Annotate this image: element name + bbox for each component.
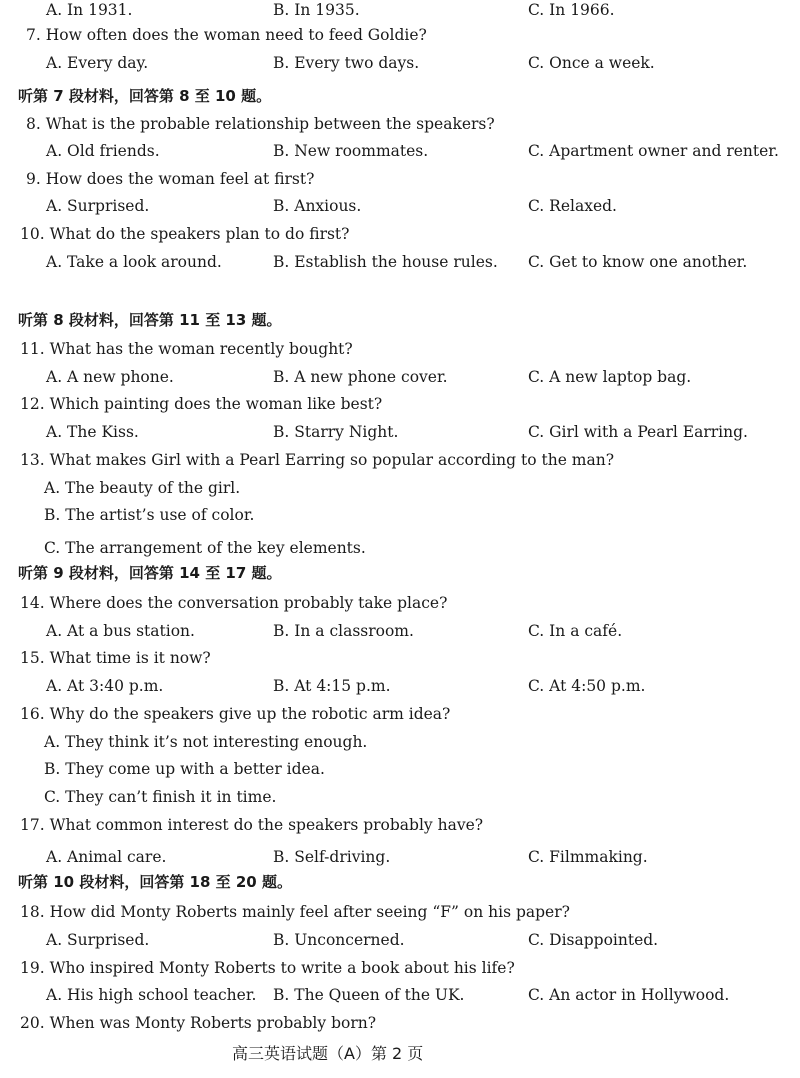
question-text: 15. What time is it now? (20, 649, 211, 667)
option-c: C. Filmmaking. (528, 848, 648, 866)
option-b: B. Self-driving. (273, 848, 391, 866)
option-b: B. Every two days. (273, 54, 420, 72)
question-text: 16. Why do the speakers give up the robotic arm idea? (20, 705, 451, 723)
option-line: C. The arrangement of the key elements. (44, 539, 366, 557)
option-c: C. Apartment owner and renter. (528, 142, 779, 160)
option-c: C. Relaxed. (528, 197, 617, 215)
option-b: B. Unconcerned. (273, 931, 405, 949)
option-b: B. In 1935. (273, 1, 360, 19)
option-b: B. The Queen of the UK. (273, 986, 465, 1004)
option-a: A. Old friends. (46, 142, 160, 160)
option-a: A. Surprised. (46, 931, 150, 949)
question-text: 20. When was Monty Roberts probably born? (20, 1014, 377, 1032)
option-c: C. An actor in Hollywood. (528, 986, 730, 1004)
option-line: B. They come up with a better idea. (44, 760, 325, 778)
option-b: B. Establish the house rules. (273, 253, 498, 271)
option-a: A. Surprised. (46, 197, 150, 215)
question-text: 12. Which painting does the woman like best? (20, 395, 383, 413)
option-b: B. At 4:15 p.m. (273, 677, 391, 695)
option-b: B. New roommates. (273, 142, 429, 160)
option-c: C. Girl with a Pearl Earring. (528, 423, 748, 441)
option-c: C. At 4:50 p.m. (528, 677, 646, 695)
option-a: A. At 3:40 p.m. (46, 677, 164, 695)
option-b: B. A new phone cover. (273, 368, 448, 386)
option-a: A. A new phone. (46, 368, 174, 386)
option-a: A. Every day. (46, 54, 149, 72)
question-text: 9. How does the woman feel at first? (26, 170, 315, 188)
question-text: 18. How did Monty Roberts mainly feel after seeing “F” on his paper? (20, 903, 570, 921)
section-heading: 听第 8 段材料，回答第 11 至 13 题。 (18, 311, 282, 329)
option-b: B. Starry Night. (273, 423, 399, 441)
question-text: 17. What common interest do the speakers probably have? (20, 816, 484, 834)
option-b: B. In a classroom. (273, 622, 414, 640)
option-c: C. A new laptop bag. (528, 368, 692, 386)
page-footer: 高三英语试题（A）第 2 页 (232, 1044, 424, 1063)
option-line: A. The beauty of the girl. (44, 479, 241, 497)
option-line: B. The artist’s use of color. (44, 506, 255, 524)
question-text: 7. How often does the woman need to feed Goldie? (26, 26, 427, 44)
section-heading: 听第 7 段材料，回答第 8 至 10 题。 (18, 87, 272, 105)
question-text: 11. What has the woman recently bought? (20, 340, 353, 358)
option-c: C. In a café. (528, 622, 623, 640)
question-text: 8. What is the probable relationship between the speakers? (26, 115, 495, 133)
option-line: A. They think it’s not interesting enough. (44, 733, 368, 751)
section-heading: 听第 9 段材料，回答第 14 至 17 题。 (18, 564, 282, 582)
option-c: C. Get to know one another. (528, 253, 748, 271)
question-text: 10. What do the speakers plan to do first? (20, 225, 350, 243)
option-a: A. His high school teacher. (46, 986, 257, 1004)
question-text: 14. Where does the conversation probably take place? (20, 594, 448, 612)
question-text: 13. What makes Girl with a Pearl Earring so popular according to the man? (20, 451, 615, 469)
option-c: C. In 1966. (528, 1, 615, 19)
option-c: C. Disappointed. (528, 931, 659, 949)
option-b: B. Anxious. (273, 197, 362, 215)
option-line: C. They can’t finish it in time. (44, 788, 277, 806)
section-heading: 听第 10 段材料，回答第 18 至 20 题。 (18, 873, 292, 891)
option-a: A. The Kiss. (46, 423, 139, 441)
option-c: C. Once a week. (528, 54, 655, 72)
question-text: 19. Who inspired Monty Roberts to write a book about his life? (20, 959, 515, 977)
option-a: A. At a bus station. (46, 622, 195, 640)
option-a: A. Take a look around. (46, 253, 222, 271)
option-a: A. Animal care. (46, 848, 167, 866)
option-a: A. In 1931. (46, 1, 133, 19)
